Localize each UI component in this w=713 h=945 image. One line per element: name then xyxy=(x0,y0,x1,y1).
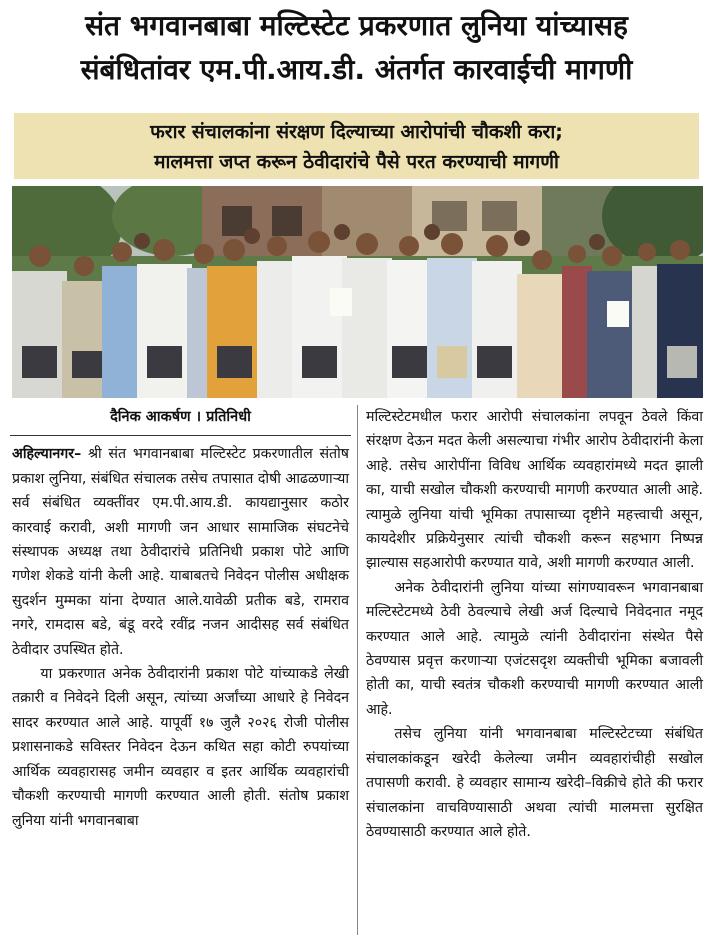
dateline: अहिल्यानगर– xyxy=(12,446,82,463)
column-divider xyxy=(357,405,358,935)
headline xyxy=(0,4,713,92)
paragraph-4: अनेक ठेवीदारांनी लुनिया यांच्या सांगण्यावरून भगवानबाबा मल्टिस्टेटमध्ये ठेवी ठेवल्याचे लेखी अर्ज दिल्याचे निवेदनात नमूद करण्यात आले आहे. त्यामुळे त्यांनी ठेवीदारांना संस्थेत पैसे ठेवण्यास प्रवृत्त करणाऱ्या एजंटसदृश व्यक्तीची भूमिका बजावली होती का, याची स्वतंत्र चौकशी करण्याची मागणी करण्यात आली आहे. xyxy=(366,579,703,718)
subheadline-box xyxy=(14,113,699,179)
group-photo-icon xyxy=(12,186,703,398)
paragraph-1-text: श्री संत भगवानबाबा मल्टिस्टेट प्रकरणातील संतोष प्रकाश लुनिया, संबंधित संचालक तसेच तपासात दोषी आढळणाऱ्या सर्व संबंधित व्यक्तींवर एम.पी.आय.डी. कायद्यानुसार कठोर कारवाई करावी, अशी मागणी जन आधार सामाजिक संघटनेचे संस्थापक अध्यक्ष तथा ठेवीदारांचे प्रतिनिधी प्रकाश पोटे आणि गणेश शेकडे यांनी केली आहे. याबाबतचे निवेदन पोलीस अधीक्षक सुदर्शन मुम्मका यांना देण्यात आले.यावेळी प्रतीक बडे, रामराव नगरे, रामदास बडे, बंडू वरदे रवींद्र नजन आदीसह सर्व संबंधित ठेवीदार उपस्थित होते. xyxy=(12,446,349,658)
left-column xyxy=(12,405,349,833)
right-column xyxy=(366,405,703,844)
paragraph-1 xyxy=(12,442,349,662)
headline-line-1: संत भगवानबाबा मल्टिस्टेट प्रकरणात लुनिया यांच्यासह xyxy=(85,9,628,42)
byline-rule xyxy=(10,435,351,436)
subheadline-line-1: फरार संचालकांना संरक्षण दिल्याच्या आरोपांची चौकशी करा; xyxy=(150,121,563,143)
subheadline-line-2: मालमत्ता जप्त करून ठेवीदारांचे पैसे परत करण्याची मागणी xyxy=(154,151,559,173)
paragraph-5: तसेच लुनिया यांनी भगवानबाबा मल्टिस्टेटच्या संबंधित संचालकांकडून खरेदी केलेल्या जमीन व्यवहारांचीही सखोल तपासणी करावी. हे व्यवहार सामान्य खरेदी–विक्रीचे होते की फरार संचालकांना वाचविण्यासाठी अथवा त्यांची मालमत्ता सुरक्षित ठेवण्यासाठी करण्यात आले होते. xyxy=(366,726,703,840)
headline-line-2: संबंधितांवर एम.पी.आय.डी. अंतर्गत कारवाईची मागणी xyxy=(80,53,633,86)
byline: दैनिक आकर्षण । प्रतिनिधी xyxy=(110,409,251,425)
group-photo xyxy=(12,186,703,398)
paragraph-3: मल्टिस्टेटमधील फरार आरोपी संचालकांना लपवून ठेवले किंवा संरक्षण देऊन मदत केली असल्याचा गंभीर आरोप ठेवीदारांनी केला आहे. तसेच आरोपींना विविध आर्थिक व्यवहारांमध्ये मदत झाली का, याची सखोल चौकशी करण्याची मागणी करण्यात आली आहे. त्यामुळे लुनिया यांची भूमिका तपासाच्या दृष्टीने महत्त्वाची असून, कायदेशीर प्रक्रियेनुसार त्यांची चौकशी करून सहभाग निष्पन्न झाल्यास सहआरोपी करण्यात यावे, अशी मागणी करण्यात आली. xyxy=(366,409,703,572)
paragraph-2: या प्रकरणात अनेक ठेवीदारांनी प्रकाश पोटे यांच्याकडे लेखी तक्रारी व निवेदने दिली असून, त्यांच्या अर्जांच्या आधारे हे निवेदन सादर करण्यात आले आहे. यापूर्वी १७ जुलै २०२६ रोजी पोलीस प्रशासनाकडे सविस्तर निवेदन देऊन कथित सहा कोटी रुपयांच्या आर्थिक व्यवहारासह जमीन व्यवहार व इतर आर्थिक व्यवहारांची चौकशी करण्याची मागणी करण्यात आली होती. संतोष प्रकाश लुनिया यांनी भगवानबाबा xyxy=(12,666,349,829)
